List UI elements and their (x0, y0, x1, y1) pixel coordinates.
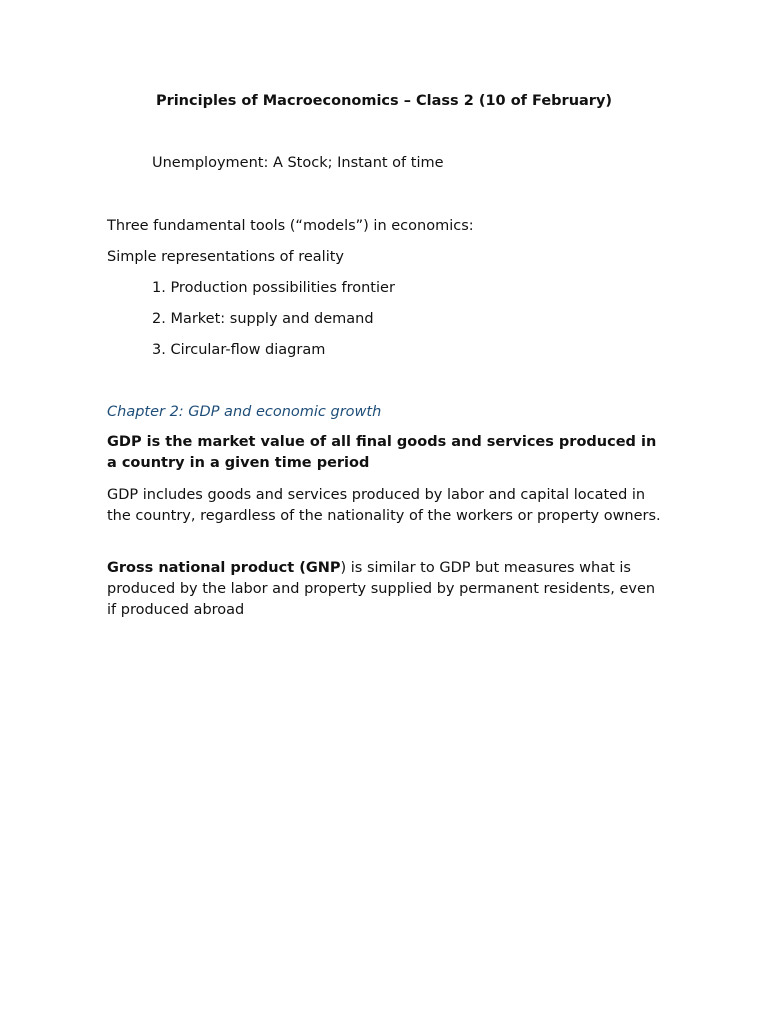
gdp-includes-paragraph: GDP includes goods and services produced by labor and capital located in the country, regardless of the nationality of the workers or property owners. (107, 487, 661, 524)
chapter-heading: Chapter 2: GDP and economic growth (107, 404, 382, 420)
gnp-term: Gross national product (GNP (107, 560, 341, 576)
list-item: 2. Market: supply and demand (152, 311, 374, 327)
list-item: 1. Production possibilities frontier (152, 280, 395, 296)
gnp-description: ) is similar to GDP but measures what is produced by the labor and property supplied by permanent residents, even if produced abroad (107, 560, 656, 618)
gnp-paragraph (107, 558, 667, 621)
page-title: Principles of Macroeconomics – Class 2 (10 of February) (155, 93, 613, 109)
list-item: 3. Circular-flow diagram (152, 342, 326, 358)
gdp-definition: GDP is the market value of all final goods and services produced in a country in a given time period (107, 434, 657, 471)
tools-intro: Three fundamental tools (“models”) in economics: (107, 218, 474, 234)
tools-subtitle: Simple representations of reality (107, 249, 344, 265)
unemployment-note: Unemployment: A Stock; Instant of time (152, 155, 444, 171)
